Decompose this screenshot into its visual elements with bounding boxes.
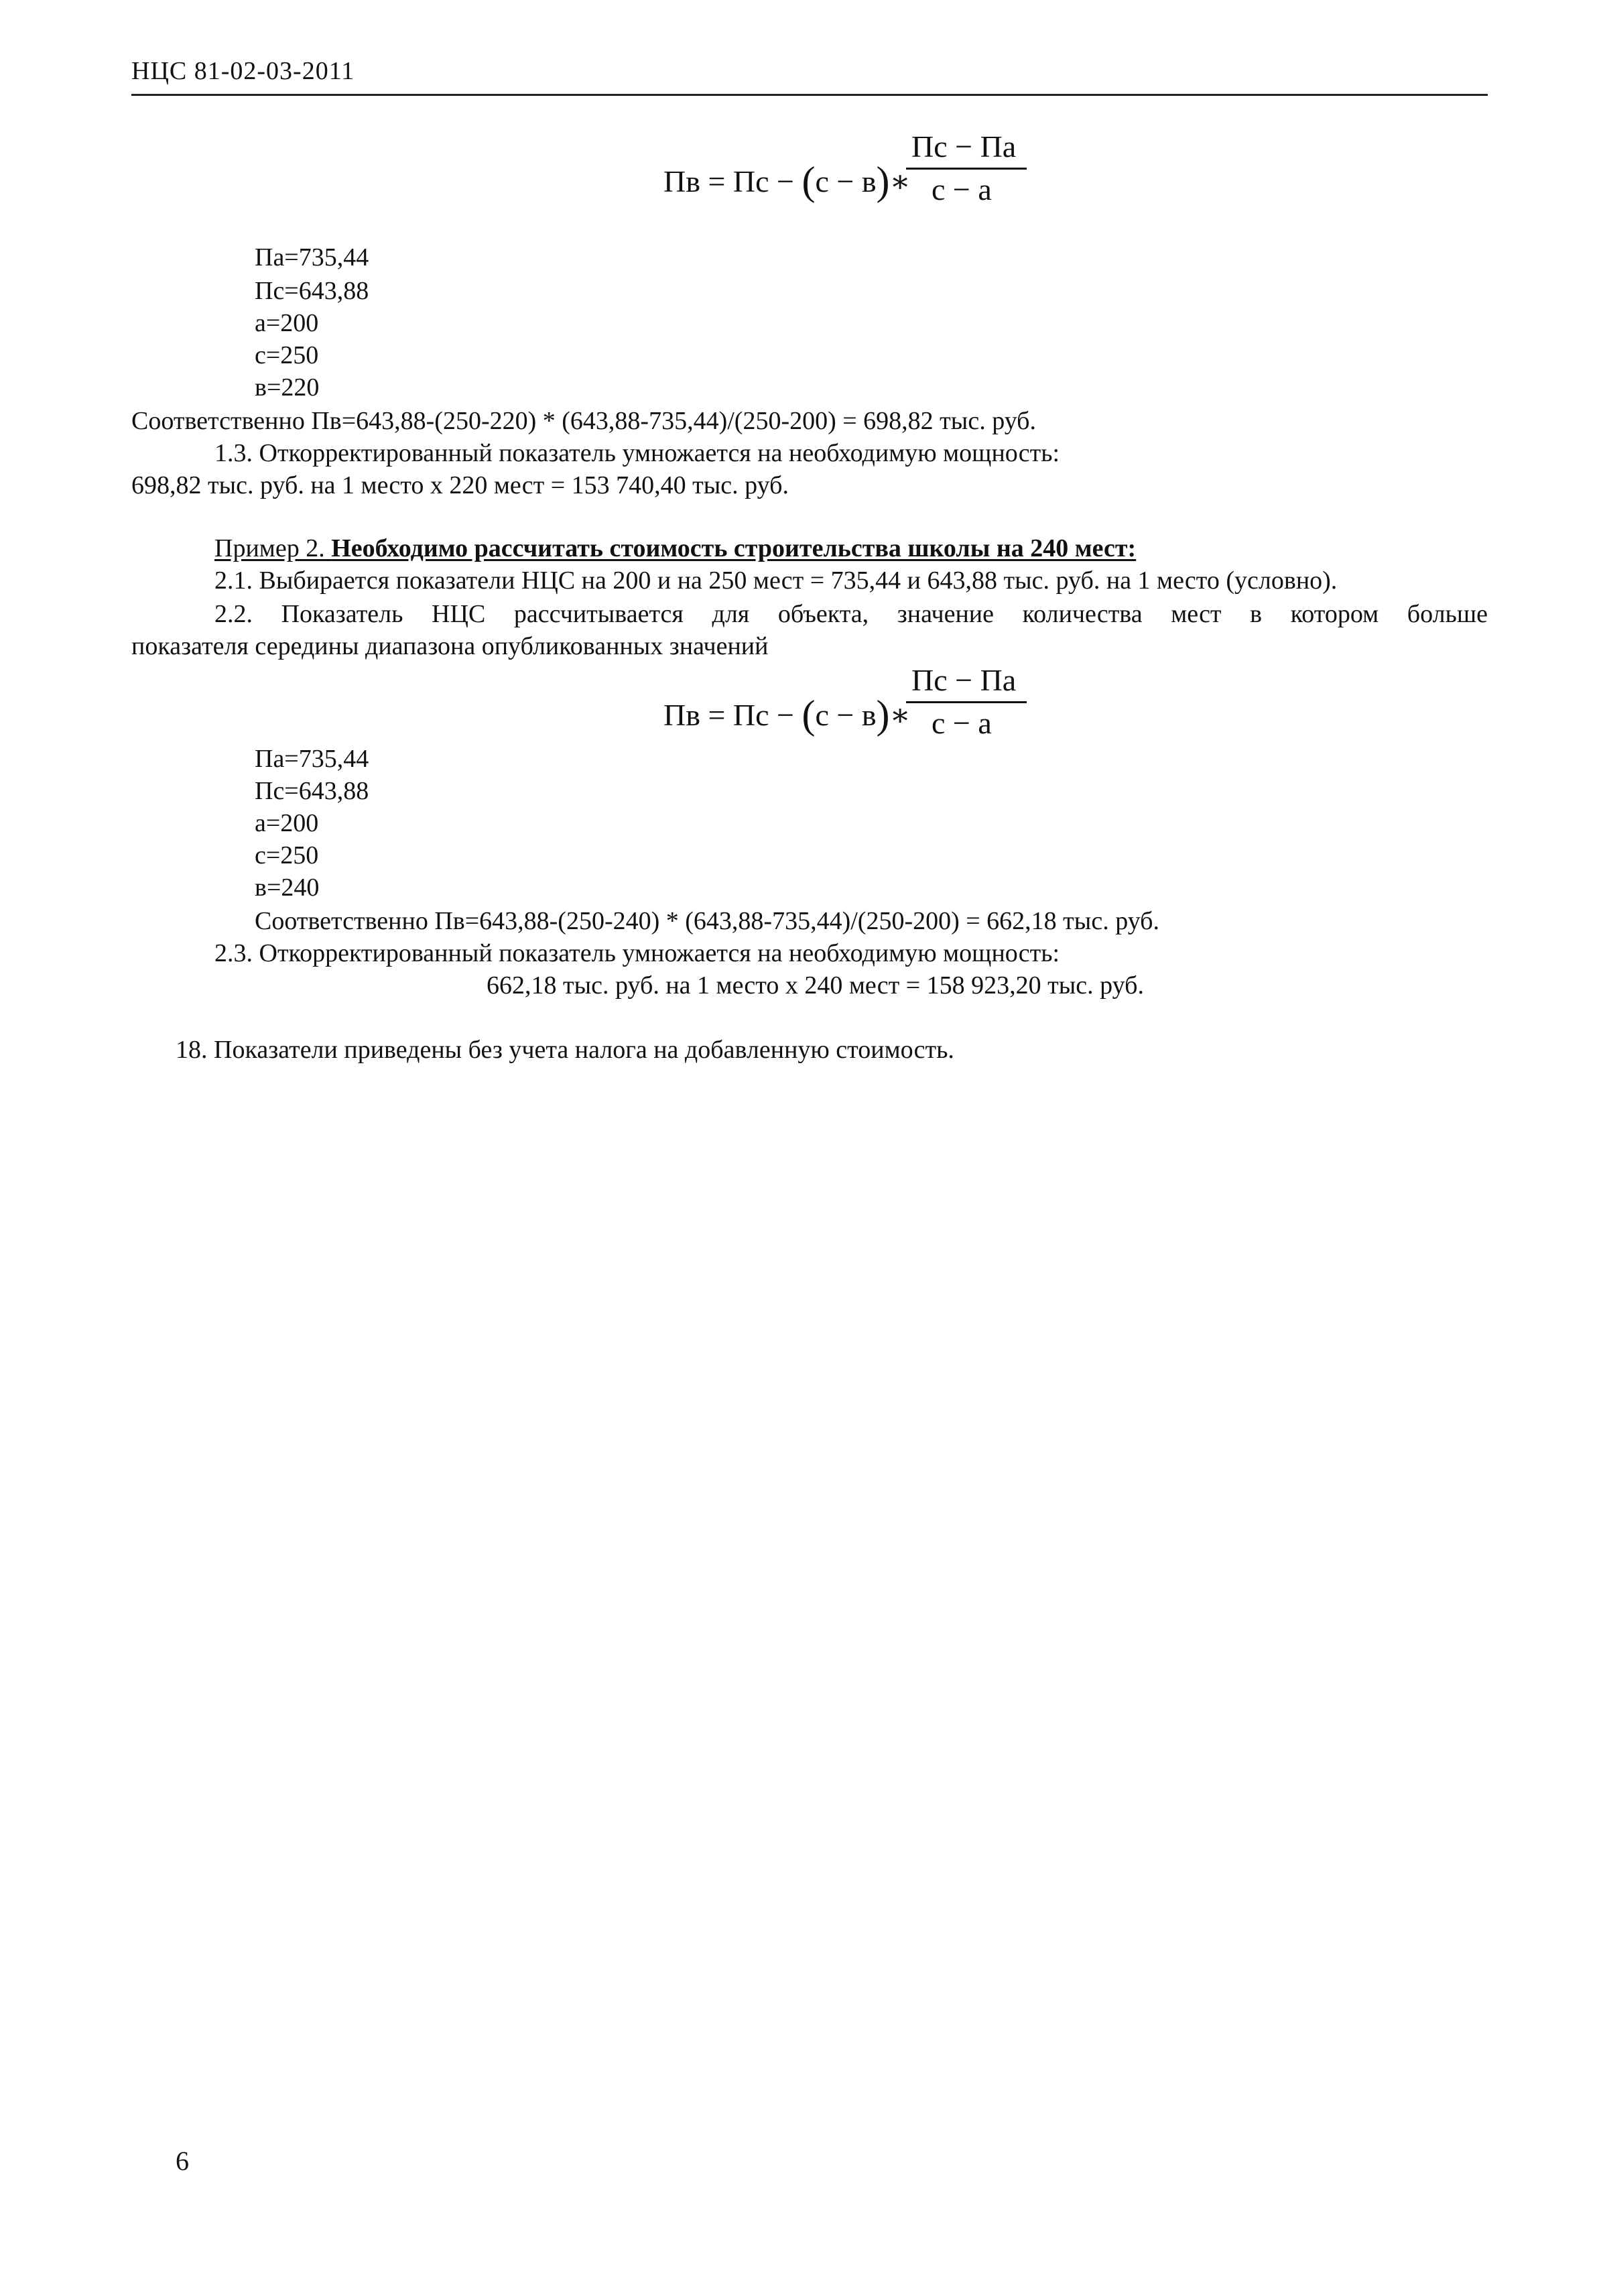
formula-numerator: Пс − Па	[911, 663, 1017, 697]
ex2-var-c: с=250	[255, 841, 319, 869]
formula-denominator: с − а	[932, 706, 992, 740]
document-code: НЦС 81-02-03-2011	[131, 57, 355, 85]
ex1-var-c: с=250	[255, 341, 319, 369]
ex1-result: Соответственно Пв=643,88-(250-220) * (643,88-735,44)/(250-200) = 698,82 тыс. руб.	[131, 407, 1037, 435]
example-2-title: Необходимо рассчитать стоимость строительства школы на 240 мест:	[331, 534, 1137, 562]
ex2-var-pa: Па=735,44	[255, 745, 369, 773]
ex1-capacity: 698,82 тыс. руб. на 1 место х 220 мест = 153 740,40 тыс. руб.	[131, 471, 789, 499]
formula-1	[663, 129, 1066, 223]
note-18: 18. Показатели приведены без учета налога на добавленную стоимость.	[176, 1036, 954, 1064]
ex2-var-a: а=200	[255, 809, 319, 837]
page-number: 6	[176, 2146, 189, 2176]
formula-2	[663, 662, 1066, 756]
ex1-step-1-3: 1.3. Откорректированный показатель умножается на необходимую мощность:	[214, 439, 1060, 467]
ex2-result: Соответственно Пв=643,88-(250-240) * (643,88-735,44)/(250-200) = 662,18 тыс. руб.	[255, 907, 1160, 935]
ex1-var-a: а=200	[255, 309, 319, 337]
ex2-step-2-2-line1: 2.2. Показатель НЦС рассчитывается для объекта, значение количества мест в котором больше	[214, 600, 1488, 628]
formula-denominator: с − а	[932, 172, 992, 206]
ex1-var-pc: Пс=643,88	[255, 277, 369, 305]
ex2-var-v: в=240	[255, 873, 320, 902]
ex1-var-pa: Па=735,44	[255, 243, 369, 271]
formula-lhs: Пв = Пс − (с − в)∗	[663, 159, 911, 203]
ex2-capacity: 662,18 тыс. руб. на 1 место х 240 мест = 158 923,20 тыс. руб.	[487, 971, 1144, 1000]
header-rule	[131, 94, 1488, 96]
formula-numerator: Пс − Па	[911, 129, 1017, 164]
formula-fraction-bar	[906, 168, 1027, 170]
ex2-var-pc: Пс=643,88	[255, 777, 369, 805]
ex2-step-2-3: 2.3. Откорректированный показатель умножается на необходимую мощность:	[214, 939, 1060, 967]
ex1-var-v: в=220	[255, 373, 320, 402]
ex2-step-2-1: 2.1. Выбирается показатели НЦС на 200 и на 250 мест = 735,44 и 643,88 тыс. руб. на 1 место (условно).	[214, 566, 1338, 595]
formula-fraction-bar	[906, 701, 1027, 703]
example-2-heading	[214, 532, 1136, 564]
example-2-label: Пример 2.	[214, 534, 332, 562]
formula-lhs: Пв = Пс − (с − в)∗	[663, 692, 911, 737]
ex2-step-2-2-line2: показателя середины диапазона опубликованных значений	[131, 632, 769, 660]
